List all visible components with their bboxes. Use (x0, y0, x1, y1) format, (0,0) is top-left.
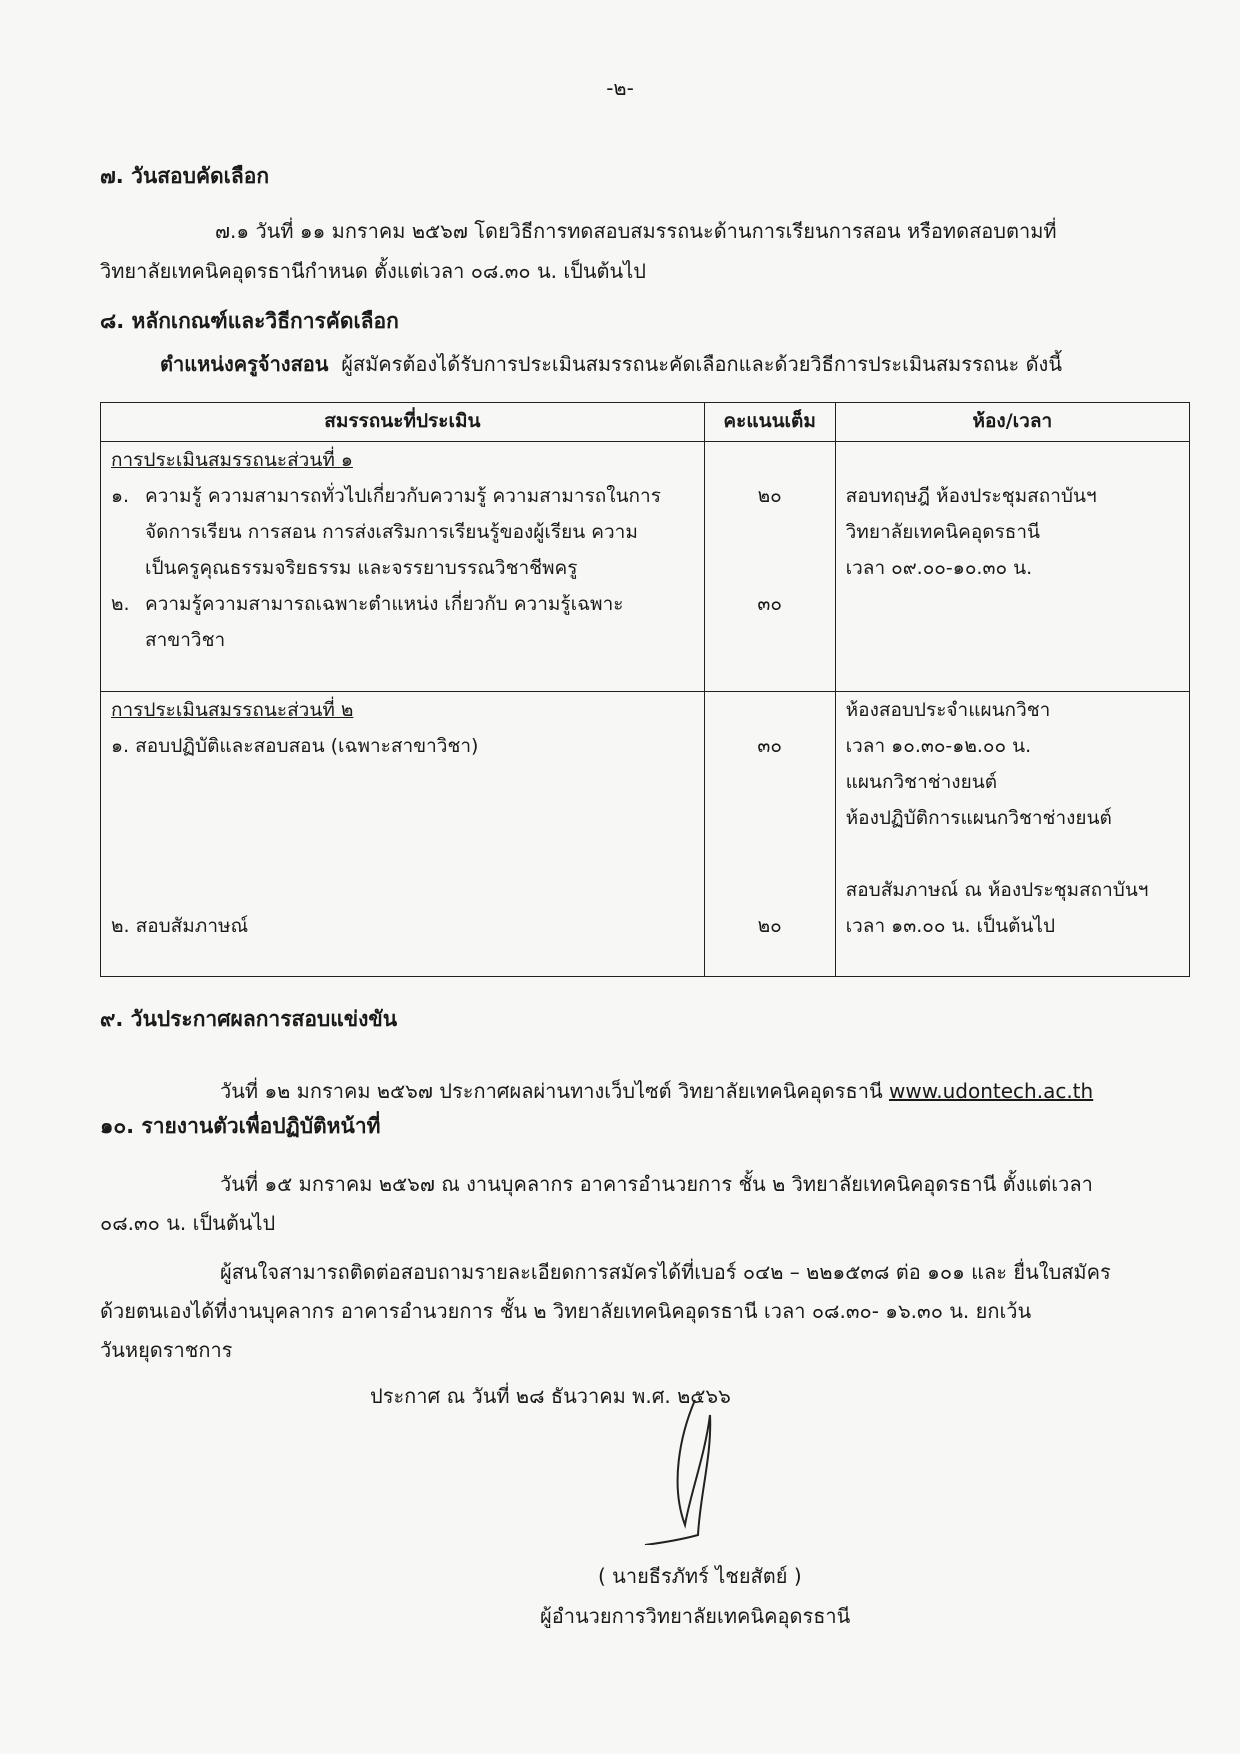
table-header-row (101, 403, 1190, 442)
contact-line-1: ผู้สนใจสามารถติดต่อสอบถามรายละเอียดการสมัครได้ที่เบอร์ ๐๔๒ – ๒๒๑๕๓๘ ต่อ ๑๐๑ และ ยื่นใบสมัคร (220, 1260, 1111, 1284)
part-2-title: การประเมินสมรรถนะส่วนที่ ๒ (111, 699, 354, 721)
part-2-item-1: ๑. สอบปฏิบัติและสอบสอน (เฉพาะสาขาวิชา) (111, 735, 479, 757)
header-competency: สมรรถนะที่ประเมิน (101, 403, 705, 442)
section-8-description (160, 348, 1062, 380)
assessment-table (100, 402, 1190, 977)
section-7-heading: ๗. วันสอบคัดเลือก (100, 164, 270, 188)
section-10-line-2: ๐๘.๓๐ น. เป็นต้นไป (100, 1211, 276, 1235)
signer-name: ( นายธีรภัทร์ ไชยสัตย์ ) (598, 1564, 802, 1588)
table-row (101, 442, 1190, 692)
section-10-line-1: วันที่ ๑๕ มกราคม ๒๕๖๗ ณ งานบุคลากร อาคารอำนวยการ ชั้น ๒ วิทยาลัยเทคนิคอุดรธานี ตั้งแต่เวลา (220, 1172, 1093, 1196)
header-score: คะแนนเต็ม (704, 403, 835, 442)
signer-title: ผู้อำนวยการวิทยาลัยเทคนิคอุดรธานี (540, 1604, 851, 1628)
announcement-date: ประกาศ ณ วันที่ ๒๘ ธันวาคม พ.ศ. ๒๕๖๖ (370, 1384, 731, 1408)
part-1-scores (704, 442, 835, 692)
part-1-competency (101, 442, 705, 692)
part-2-room: ห้องสอบประจำแผนกวิชา เวลา ๑๐.๓๐-๑๒.๐๐ น. แผนกวิชาช่างยนต์ ห้องปฏิบัติการแผนกวิชาช่างยนต์ สอบสัมภาษณ์ ณ ห้องประชุมสถาบันฯ เวลา ๑๓.๐๐ น. เป็นต้นไป (835, 692, 1189, 977)
section-8-text: ผู้สมัครต้องได้รับการประเมินสมรรถนะคัดเลือกและด้วยวิธีการประเมินสมรรถนะ ดังนี้ (341, 352, 1062, 376)
part-1-item-2-score: ๓๐ (757, 593, 782, 615)
part-1-room: สอบทฤษฎี ห้องประชุมสถาบันฯ วิทยาลัยเทคนิคอุดรธานี เวลา ๐๙.๐๐-๑๐.๓๐ น. (835, 442, 1189, 692)
page-number: -๒- (606, 76, 634, 100)
part-2-item-1-score: ๓๐ (757, 735, 782, 757)
part-1-item-2: ๒. ความรู้ความสามารถเฉพาะตำแหน่ง เกี่ยวกับ ความรู้เฉพาะ สาขาวิชา (111, 593, 624, 651)
part-2-item-2-score: ๒๐ (757, 915, 782, 937)
contact-line-2: ด้วยตนเองได้ที่งานบุคลากร อาคารอำนวยการ ชั้น ๒ วิทยาลัยเทคนิคอุดรธานี เวลา ๐๘.๓๐- ๑๖.๓๐ น. ยกเว้น (100, 1299, 1032, 1323)
part-2-competency (101, 692, 705, 977)
website-link[interactable]: www.udontech.ac.th (889, 1079, 1094, 1103)
section-7-line-1: ๗.๑ วันที่ ๑๑ มกราคม ๒๕๖๗ โดยวิธีการทดสอบสมรรถนะด้านการเรียนการสอน หรือทดสอบตามที่ (215, 219, 1057, 243)
contact-line-3: วันหยุดราชการ (100, 1338, 233, 1362)
section-7-line-2: วิทยาลัยเทคนิคอุดรธานีกำหนด ตั้งแต่เวลา ๐๘.๓๐ น. เป็นต้นไป (100, 259, 646, 283)
section-9-heading: ๙. วันประกาศผลการสอบแข่งขัน (100, 1007, 398, 1031)
part-2-scores (704, 692, 835, 977)
part-1-item-1-score: ๒๐ (757, 485, 782, 507)
part-1-title: การประเมินสมรรถนะส่วนที่ ๑ (111, 449, 353, 471)
position-name: ตำแหน่งครูจ้างสอน (160, 352, 329, 376)
header-room-time: ห้อง/เวลา (835, 403, 1189, 442)
signature-graphic (640, 1395, 760, 1545)
table-row (101, 692, 1190, 977)
part-1-item-1: ๑. ความรู้ ความสามารถทั่วไปเกี่ยวกับความรู้ ความสามารถในการ จัดการเรียน การสอน การส่งเสริมการเรียนรู้ของผู้เรียน ความ เป็นครูคุณธรรมจริยธรรม และจรรยาบรรณวิชาชีพครู (111, 485, 661, 579)
section-10-heading: ๑๐. รายงานตัวเพื่อปฏิบัติหน้าที่ (100, 1114, 381, 1138)
section-8-heading: ๘. หลักเกณฑ์และวิธีการคัดเลือก (100, 309, 399, 333)
part-2-item-2: ๒. สอบสัมภาษณ์ (111, 915, 249, 937)
section-9-text: วันที่ ๑๒ มกราคม ๒๕๖๗ ประกาศผลผ่านทางเว็บไซต์ วิทยาลัยเทคนิคอุดรธานี www.udontech.ac.th (220, 1079, 1094, 1103)
